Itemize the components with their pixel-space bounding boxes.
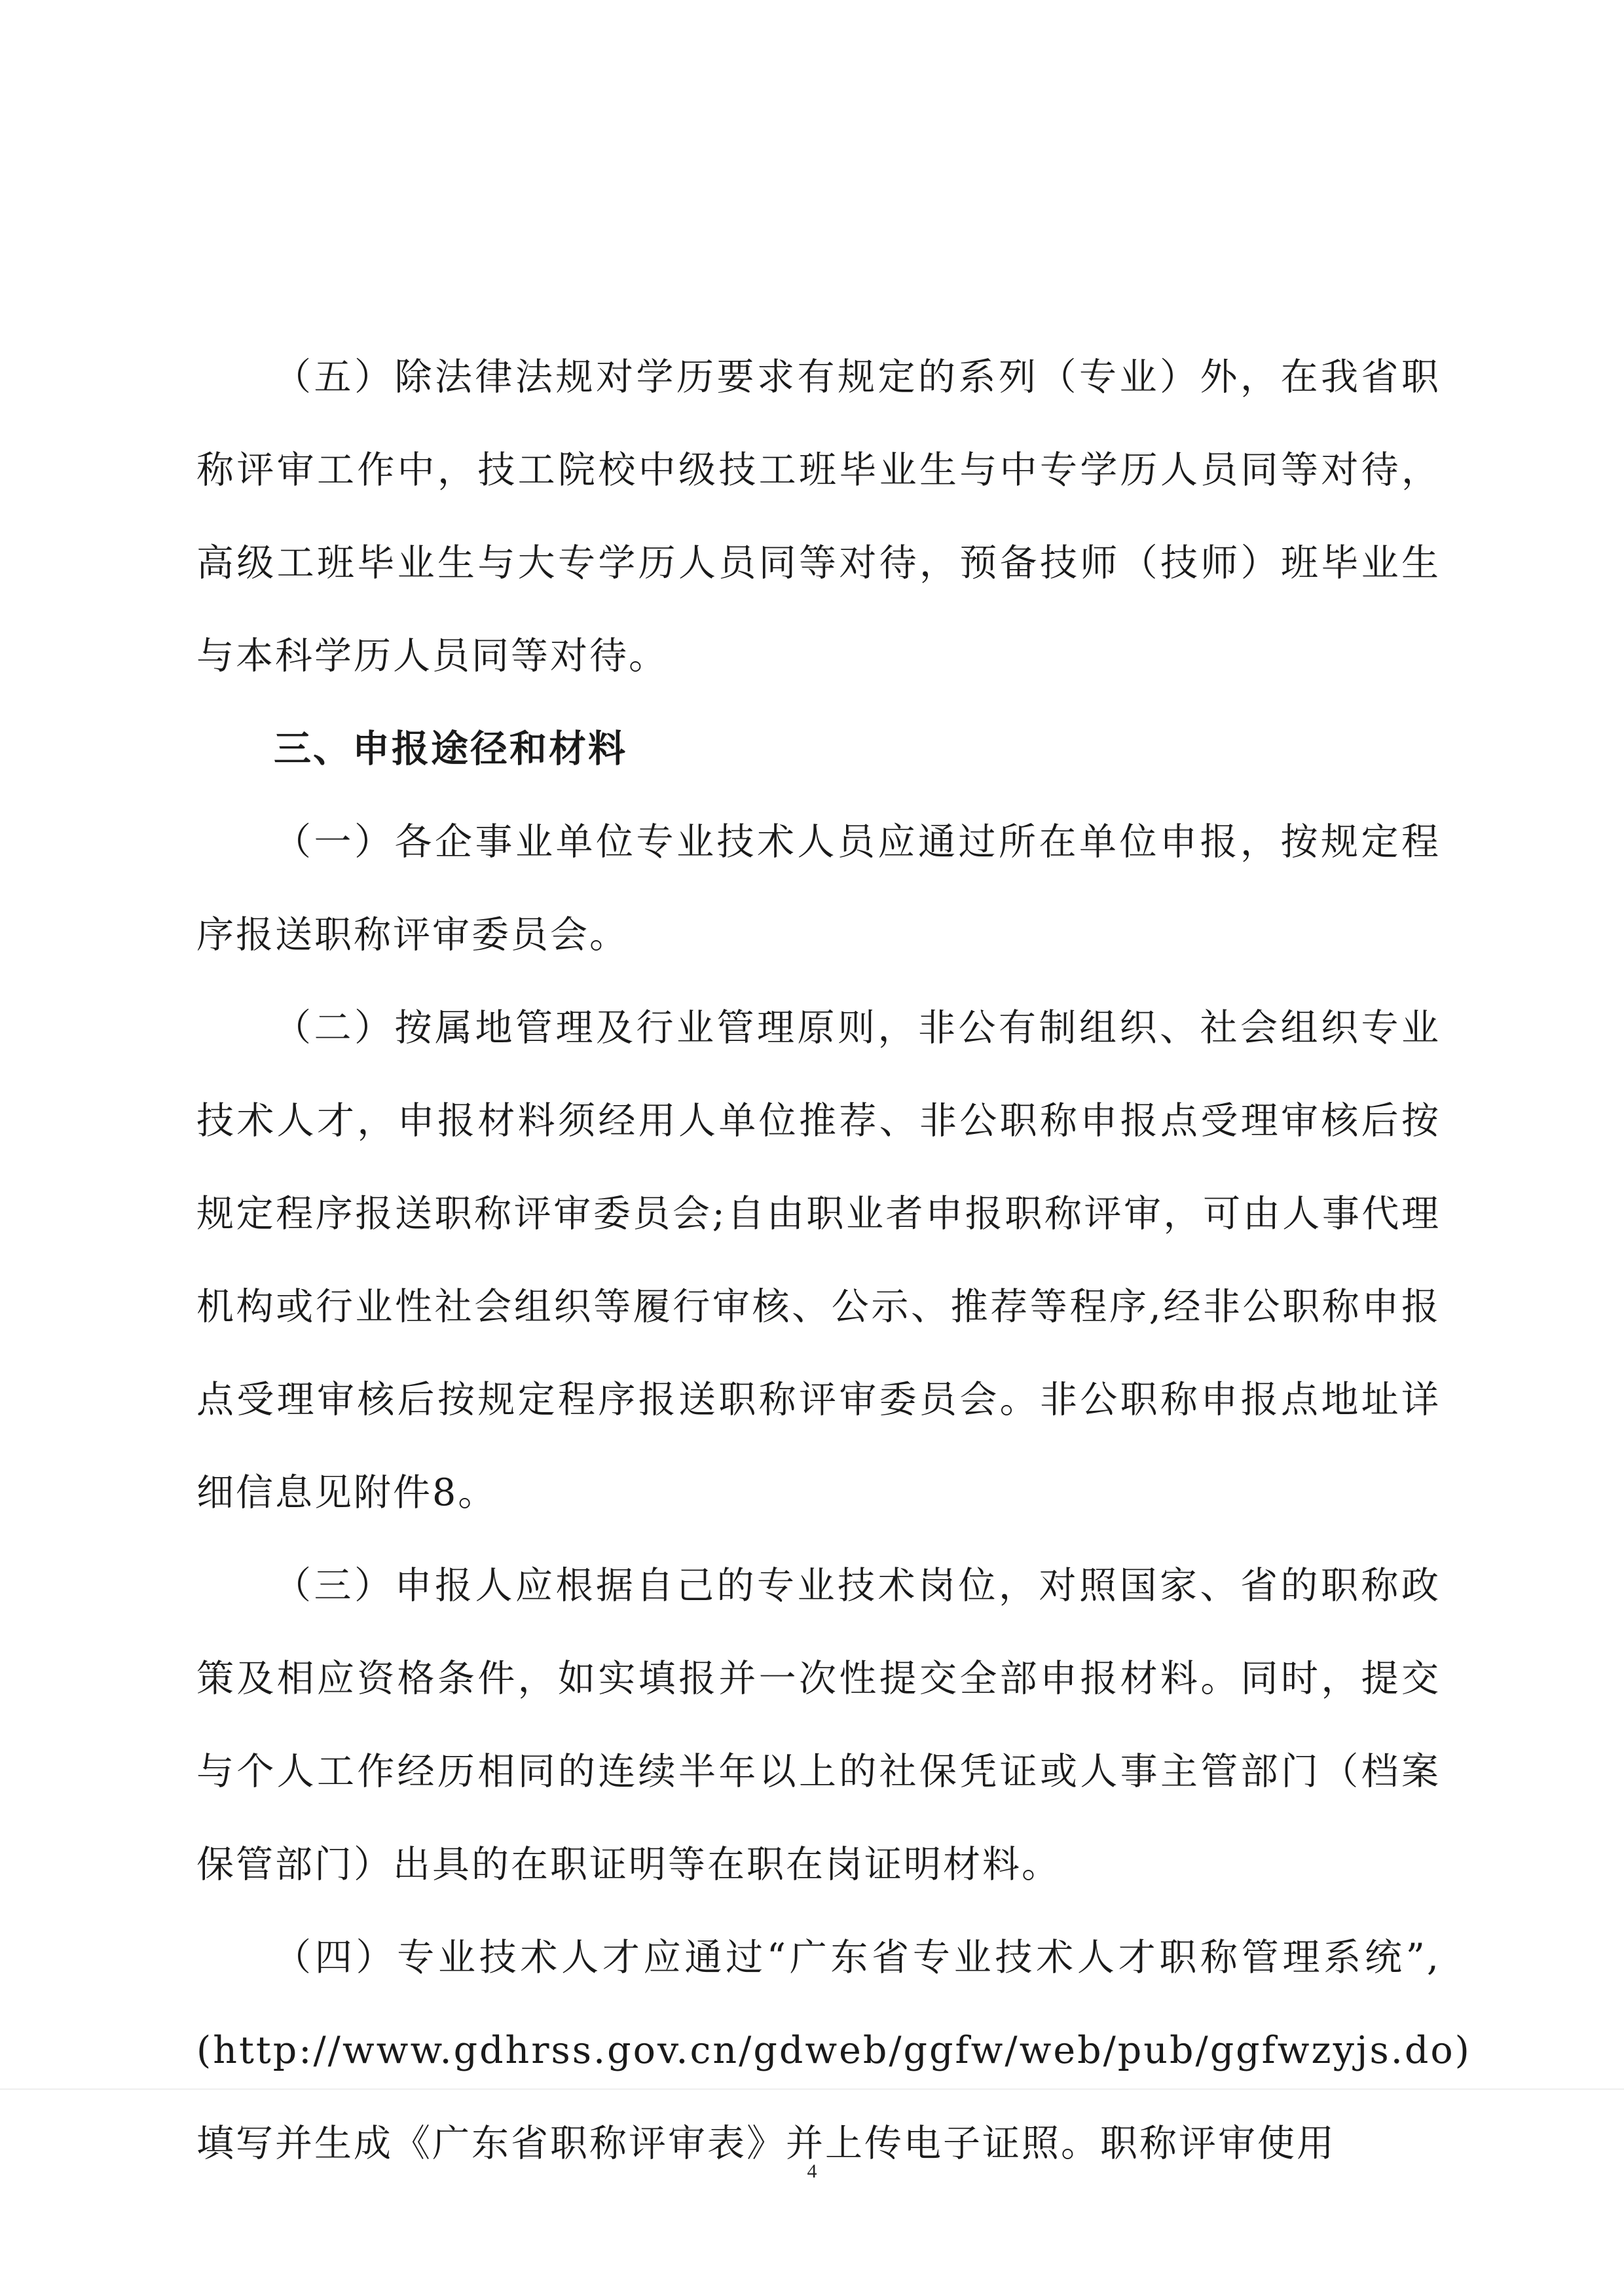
paragraph-three: （三）申报人应根据自己的专业技术岗位，对照国家、省的职称政策及相应资格条件，如实填报并一次性提交全部申报材料。同时，提交与个人工作经历相同的连续半年以上的社保凭证或人事主管部门（档案保管部门）出具的在职证明等在职在岗证明材料。	[196, 1564, 1441, 1886]
section-heading: 三、申报途径和材料	[274, 727, 627, 771]
paragraph-two: （二）按属地管理及行业管理原则，非公有制组织、社会组织专业技术人才，申报材料须经用人单位推荐、非公职称申报点受理审核后按规定程序报送职称评审委员会;自由职业者申报职称评审，可由人事代理机构或行业性社会组织等履行审核、公示、推荐等程序,经非公职称申报点受理审核后按规定程序报送职称评审委员会。非公职称申报点地址详细信息见附件8。	[196, 1006, 1441, 1514]
paragraph-five: （五）除法律法规对学历要求有规定的系列（专业）外，在我省职称评审工作中，技工院校中级技工班毕业生与中专学历人员同等对待，高级工班毕业生与大专学历人员同等对待，预备技师（技师）班毕业生与本科学历人员同等对待。	[196, 355, 1441, 678]
paragraph-four: （四）专业技术人才应通过“广东省专业技术人才职称管理系统”,(http://www.gdhrss.gov.cn/gdweb/ggfw/web/pub/ggfwzyjs.do)填写并生成《广东省职称评审表》并上传电子证照。职称评审使用	[196, 1936, 1471, 2165]
paragraph-one: （一）各企事业单位专业技术人员应通过所在单位申报，按规定程序报送职称评审委员会。	[196, 820, 1441, 957]
page-number: 4	[807, 2160, 817, 2182]
document-body	[196, 331, 1471, 2190]
footer-divider	[0, 2088, 1624, 2090]
